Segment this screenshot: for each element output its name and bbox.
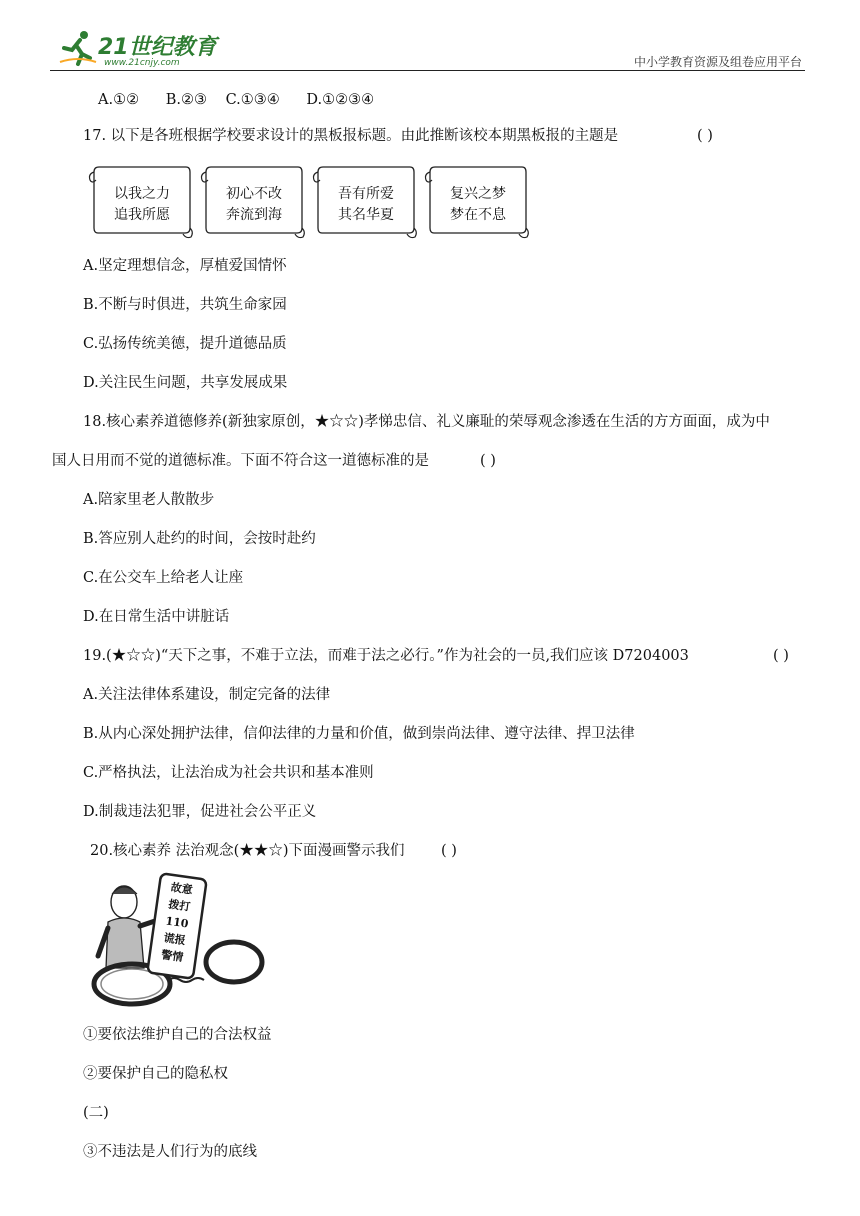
q17-option-b: B.不断与时俱进，共筑生命家园 bbox=[83, 297, 287, 313]
q18-answer-paren: ( ) bbox=[480, 453, 496, 469]
scroll-4-line-1: 复兴之梦 bbox=[450, 186, 506, 202]
q16-option-c: C.①③④ bbox=[225, 92, 280, 108]
runner-logo-icon bbox=[58, 28, 98, 68]
q17-option-a: A.坚定理想信念，厚植爱国情怀 bbox=[83, 258, 287, 274]
cartoon-sign-line-4: 谎报 bbox=[162, 931, 187, 948]
q19-answer-paren: ( ) bbox=[773, 648, 789, 664]
q20-answer-paren: ( ) bbox=[441, 843, 457, 859]
q17-scroll-1 bbox=[86, 164, 196, 240]
q20-item-2: ②要保护自己的隐私权 bbox=[83, 1066, 228, 1082]
q18-option-b: B.答应别人赴约的时间，会按时赴约 bbox=[83, 531, 316, 547]
scroll-3-line-2: 其名华夏 bbox=[338, 207, 394, 223]
q18-stem-line-2: 国人日用而不觉的道德标准。下面不符合这一道德标准的是 bbox=[52, 453, 429, 469]
q16-option-b: B.②③ bbox=[165, 92, 207, 108]
q18-option-d: D.在日常生活中讲脏话 bbox=[83, 609, 230, 625]
scroll-1-line-2: 追我所愿 bbox=[114, 207, 170, 223]
q18-stem-line-1: 18.核心素养道德修养(新独家原创，★☆☆)孝悌忠信、礼义廉耻的荣辱观念渗透在生活的方方面面，成为中 bbox=[83, 414, 770, 430]
q16-options bbox=[98, 92, 374, 108]
scroll-2-line-2: 奔流到海 bbox=[226, 207, 282, 223]
logo-url: www.21cnjy.com bbox=[104, 58, 180, 68]
cartoon-sign-line-2: 拨打 bbox=[167, 897, 192, 914]
q20-item-3: (二) bbox=[83, 1105, 109, 1121]
logo-text: 21世纪教育 bbox=[98, 35, 217, 60]
q19-option-a: A.关注法律体系建设，制定完备的法律 bbox=[83, 687, 331, 703]
cartoon-sign-line-3: 110 bbox=[164, 914, 190, 931]
q17-answer-paren: ( ) bbox=[697, 128, 713, 144]
q18-option-a: A.陪家里老人散散步 bbox=[83, 492, 215, 508]
q20-stem: 20.核心素养 法治观念(★★☆)下面漫画警示我们 bbox=[90, 843, 405, 859]
q20-cartoon bbox=[86, 872, 270, 1010]
q19-option-c: C.严格执法，让法治成为社会共识和基本准则 bbox=[83, 765, 374, 781]
q17-scroll-4 bbox=[422, 164, 532, 240]
q17-option-d: D.关注民生问题，共享发展成果 bbox=[83, 375, 288, 391]
q20-item-1: ①要依法维护自己的合法权益 bbox=[83, 1027, 272, 1043]
scroll-1-line-1: 以我之力 bbox=[114, 186, 170, 202]
q19-stem: 19.(★☆☆)“天下之事，不难于立法，而难于法之必行。”作为社会的一员,我们应该 D7204003 bbox=[83, 648, 689, 664]
q20-item-4: ③不违法是人们行为的底线 bbox=[83, 1144, 257, 1160]
q16-option-d: D.①②③④ bbox=[306, 92, 375, 108]
q17-scroll-3 bbox=[310, 164, 420, 240]
q17-scroll-2 bbox=[198, 164, 308, 240]
q17-option-c: C.弘扬传统美德，提升道德品质 bbox=[83, 336, 287, 352]
scroll-4-line-2: 梦在不息 bbox=[450, 207, 506, 223]
header-rule bbox=[50, 70, 805, 71]
q18-option-c: C.在公交车上给老人让座 bbox=[83, 570, 244, 586]
q16-option-a: A.①② bbox=[98, 92, 140, 108]
scroll-3-line-1: 吾有所爱 bbox=[338, 186, 394, 202]
q19-option-b: B.从内心深处拥护法律，信仰法律的力量和价值，做到崇尚法律、遵守法律、捍卫法律 bbox=[83, 726, 635, 742]
header-logo bbox=[58, 28, 238, 72]
cartoon-sign-line-1: 故意 bbox=[169, 880, 194, 897]
header-right-text: 中小学教育资源及组卷应用平台 bbox=[633, 55, 802, 69]
cartoon-sign-line-5: 警情 bbox=[160, 948, 185, 965]
q17-stem: 17. 以下是各班根据学校要求设计的黑板报标题。由此推断该校本期黑板报的主题是 bbox=[83, 128, 619, 144]
q19-option-d: D.制裁违法犯罪，促进社会公平正义 bbox=[83, 804, 317, 820]
scroll-2-line-1: 初心不改 bbox=[226, 186, 282, 202]
